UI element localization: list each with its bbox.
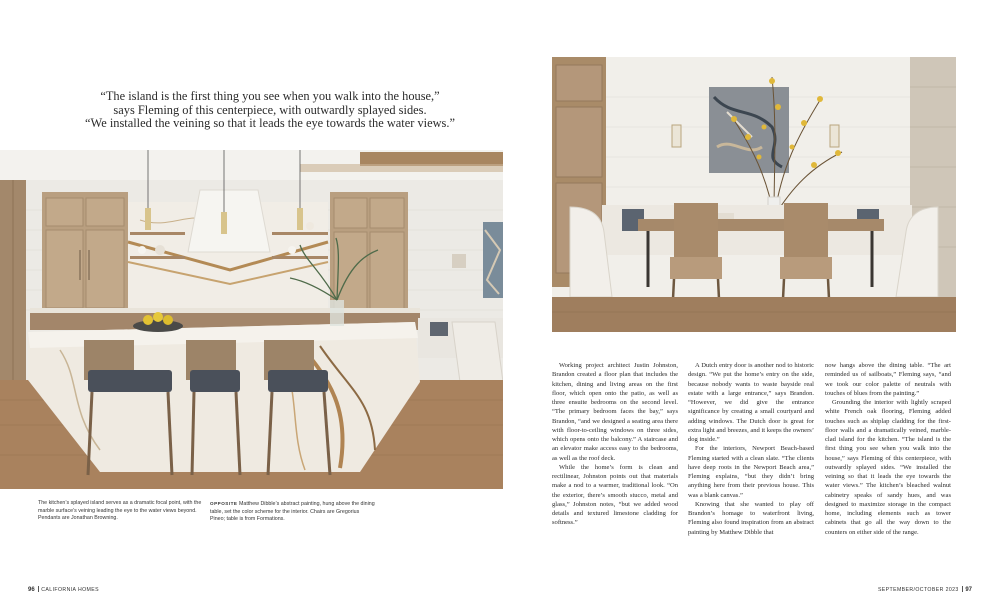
body-paragraph: While the home’s form is clean and rectilinear, Johnston points out that materials make a nod to a warmer, traditional look. “On the exterior, there’s smooth stucco, metal and glass,” Johnston notes, “but we added wood details and textured limestone cladding for softness.” <box>552 463 678 527</box>
kitchen-illustration <box>0 150 503 489</box>
page-number-left: 96 <box>28 587 35 593</box>
body-column-3 <box>825 361 951 537</box>
caption-label: OPPOSITE <box>210 501 238 506</box>
dining-caption <box>210 500 375 524</box>
folio-right <box>878 586 972 593</box>
body-paragraph: Knowing that she wanted to play off Brandon’s homage to waterfront living, Fleming also found inspiration from an abstract painting by Matthew Dibble that <box>688 500 814 536</box>
body-paragraph: Working project architect Justin Johnston, Brandon created a floor plan that includes the kitchen, dining and living areas on the first floor, which open onto the patio, as well as three ensuite bedrooms on the second level. “The primary bedroom faces the bay,” says Brandon, “and we designed a seating area there with floor-to-ceiling windows on three sides, which opens onto the balcony.” A staircase and an elevator make access easy to the bedrooms, as well as the roof deck. <box>552 362 678 462</box>
pull-quote-line: “The island is the first thing you see when you walk into the house,” <box>100 89 440 103</box>
body-paragraph: Grounding the interior with lightly scraped white French oak flooring, Fleming added touches such as shiplap cladding for the first-floor walls and a dramatically veined, marble-clad island for the kitchen. “The island is the first thing you see when you walk into the house,” says Fleming of this centerpiece, with outwardly splayed sides. “We installed the veining so that it leads the eye towards the water views.” The kitchen’s bleached walnut cabinetry speaks of sandy hues, and was designed to maximize storage in the compact home, including elements such as tower cabinets that go all the way down to the counters on either side of the range. <box>825 399 951 536</box>
dining-photo <box>552 57 956 332</box>
body-paragraph: now hangs above the dining table. “The art reminded us of sailboats,” Fleming says, “and we took our color palette of neutrals with touches of blues from the painting.” <box>825 362 951 397</box>
body-paragraph: For the interiors, Newport Beach-based Fleming started with a clean slate. “The clients have deep roots in the Newport Beach area,” Fleming explains, “but they didn’t bring anything here from their previous house. This was a blank canvas.” <box>688 445 814 499</box>
kitchen-photo <box>0 150 503 489</box>
issue-date: SEPTEMBER/OCTOBER 2023 <box>877 587 959 593</box>
folio-left <box>28 586 99 593</box>
folio-divider <box>962 586 963 592</box>
pull-quote-line: says Fleming of this centerpiece, with outwardly splayed sides. <box>113 102 427 117</box>
body-column-1 <box>552 361 678 528</box>
kitchen-caption: The kitchen’s splayed island serves as a dramatic focal point, with the marble surface’s veining leading the eye to the water views beyond. Pendants are Jonathan Browning. <box>38 500 202 522</box>
magazine-title: CALIFORNIA HOMES <box>41 587 99 593</box>
body-column-2 <box>688 361 814 537</box>
dining-caption-text: Matthew Dibble’s abstract painting, hung above the dining table, set the color scheme for the interior. Chairs are Gregorius Pineo; table is from Formations. <box>210 501 375 523</box>
dining-illustration <box>552 57 956 332</box>
body-paragraph: A Dutch entry door is another nod to historic design. “We put the home’s entry on the side, because nobody wants to waste bayside real estate with a large entrance,” says Brandon. “However, we did give the entrance significance by creating a small courtyard and adding windows. The Dutch door is great for extra light and breezes, and it keeps the owners’ dog inside.” <box>688 362 814 443</box>
page-number-right: 97 <box>965 587 972 593</box>
folio-divider <box>38 586 39 592</box>
pull-quote <box>40 90 500 131</box>
pull-quote-line: “We installed the veining so that it leads the eye towards the water views.” <box>85 116 455 131</box>
